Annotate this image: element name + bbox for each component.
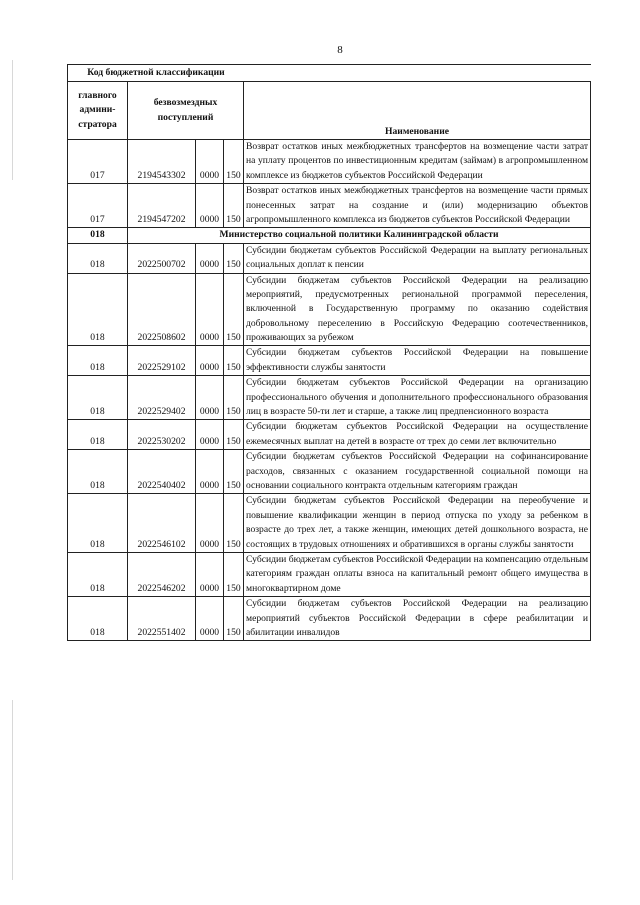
item-name: Субсидии бюджетам субъектов Российской Федерации на реализацию мероприятий субъектов Российской Федерации в сфере реабилитации и абилитации инвалидов xyxy=(244,597,591,641)
budget-classification-table xyxy=(67,64,591,641)
income-code: 2022529102 xyxy=(128,346,196,376)
table-row xyxy=(68,184,591,228)
income-code: 2022551402 xyxy=(128,597,196,641)
table-row xyxy=(68,494,591,553)
classification-code: 150 xyxy=(224,346,244,376)
subtype-code: 0000 xyxy=(196,243,224,273)
admin-code: 018 xyxy=(68,494,128,553)
item-name: Субсидии бюджетам субъектов Российской Федерации на переобучение и повышение квалификации женщин в период отпуска по уходу за ребенком в возрасте до трех лет, а также женщин, имеющих детей дошкольного возраста, не состоящих в трудовых отношениях и обратившихся в органы службы занятости xyxy=(244,494,591,553)
scan-margin-line xyxy=(12,60,13,180)
table-row xyxy=(68,140,591,184)
subtype-code: 0000 xyxy=(196,420,224,450)
income-code: 2022529402 xyxy=(128,376,196,420)
classification-code: 150 xyxy=(224,184,244,228)
subtype-code: 0000 xyxy=(196,597,224,641)
page-number: 8 xyxy=(337,44,343,56)
table-row xyxy=(68,243,591,273)
subtype-code: 0000 xyxy=(196,552,224,596)
subtype-code: 0000 xyxy=(196,450,224,494)
item-name: Субсидии бюджетам субъектов Российской Федерации на реализацию мероприятий, предусмотренных региональной программой переселения, включенной в Государственную программу по оказанию содействия добровольному переселению в Российскую Федерацию соотечественников, проживающих за рубежом xyxy=(244,273,591,346)
item-name: Возврат остатков иных межбюджетных трансфертов на возмещение части затрат на уплату процентов по инвестиционным кредитам (займам) в агропромышленном комплексе из бюджетов субъектов Российской Федерации xyxy=(244,140,591,184)
item-name: Субсидии бюджетам субъектов Российской Федерации на повышение эффективности службы занятости xyxy=(244,346,591,376)
scan-margin-line xyxy=(12,700,13,880)
classification-code: 150 xyxy=(224,450,244,494)
classification-code: 150 xyxy=(224,597,244,641)
table-body xyxy=(68,140,591,641)
item-name: Возврат остатков иных межбюджетных трансфертов на возмещение части прямых понесенных затрат на создание и (или) модернизацию объектов агропромышленного комплекса из бюджетов субъектов Российской Федерации xyxy=(244,184,591,228)
classification-code: 150 xyxy=(224,552,244,596)
income-code: 2022546202 xyxy=(128,552,196,596)
header-row-top xyxy=(68,65,591,82)
income-code: 2022500702 xyxy=(128,243,196,273)
item-name: Субсидии бюджетам субъектов Российской Федерации на организацию профессионального обучения и дополнительного профессионального образования лиц в возрасте 50-ти лет и старше, а также лиц предпенсионного возраста xyxy=(244,376,591,420)
ministry-row xyxy=(68,228,591,243)
subtype-code: 0000 xyxy=(196,346,224,376)
admin-code: 018 xyxy=(68,346,128,376)
classification-code: 150 xyxy=(224,140,244,184)
header-name: Наименование xyxy=(244,82,591,140)
table-row xyxy=(68,450,591,494)
admin-code: 018 xyxy=(68,376,128,420)
income-code: 2022540402 xyxy=(128,450,196,494)
item-name: Субсидии бюджетам субъектов Российской Федерации на софинансирование расходов, связанных с оказанием государственной социальной помощи на основании социального контракта отдельным категориям граждан xyxy=(244,450,591,494)
classification-code: 150 xyxy=(224,494,244,553)
subtype-code: 0000 xyxy=(196,376,224,420)
subtype-code: 0000 xyxy=(196,140,224,184)
admin-code: 018 xyxy=(68,228,128,243)
admin-code: 017 xyxy=(68,184,128,228)
header-admin: главного админи-стратора xyxy=(68,82,128,140)
item-name: Субсидии бюджетам субъектов Российской Федерации на выплату региональных социальных доплат к пенсии xyxy=(244,243,591,273)
item-name: Субсидии бюджетам субъектов Российской Федерации на осуществление ежемесячных выплат на детей в возрасте от трех до семи лет включительно xyxy=(244,420,591,450)
table-row xyxy=(68,273,591,346)
income-code: 2022530202 xyxy=(128,420,196,450)
header-row-bottom xyxy=(68,82,591,140)
table-row xyxy=(68,597,591,641)
table-row xyxy=(68,376,591,420)
admin-code: 018 xyxy=(68,450,128,494)
income-code: 2194543302 xyxy=(128,140,196,184)
header-budget-code: Код бюджетной классификации xyxy=(87,66,225,78)
admin-code: 018 xyxy=(68,420,128,450)
table-row xyxy=(68,420,591,450)
table-row xyxy=(68,552,591,596)
classification-code: 150 xyxy=(224,243,244,273)
classification-code: 150 xyxy=(224,376,244,420)
header-gratuitous: безвозмездных поступлений xyxy=(128,82,244,140)
admin-code: 018 xyxy=(68,243,128,273)
item-name: Субсидии бюджетам субъектов Российской Федерации на компенсацию отдельным категориям граждан оплаты взноса на капитальный ремонт общего имущества в многоквартирном доме xyxy=(244,552,591,596)
income-code: 2022546102 xyxy=(128,494,196,553)
classification-code: 150 xyxy=(224,420,244,450)
admin-code: 017 xyxy=(68,140,128,184)
admin-code: 018 xyxy=(68,552,128,596)
subtype-code: 0000 xyxy=(196,184,224,228)
admin-code: 018 xyxy=(68,273,128,346)
subtype-code: 0000 xyxy=(196,273,224,346)
admin-code: 018 xyxy=(68,597,128,641)
subtype-code: 0000 xyxy=(196,494,224,553)
ministry-title: Министерство социальной политики Калининградской области xyxy=(128,228,591,243)
table-row xyxy=(68,346,591,376)
income-code: 2194547202 xyxy=(128,184,196,228)
income-code: 2022508602 xyxy=(128,273,196,346)
classification-code: 150 xyxy=(224,273,244,346)
